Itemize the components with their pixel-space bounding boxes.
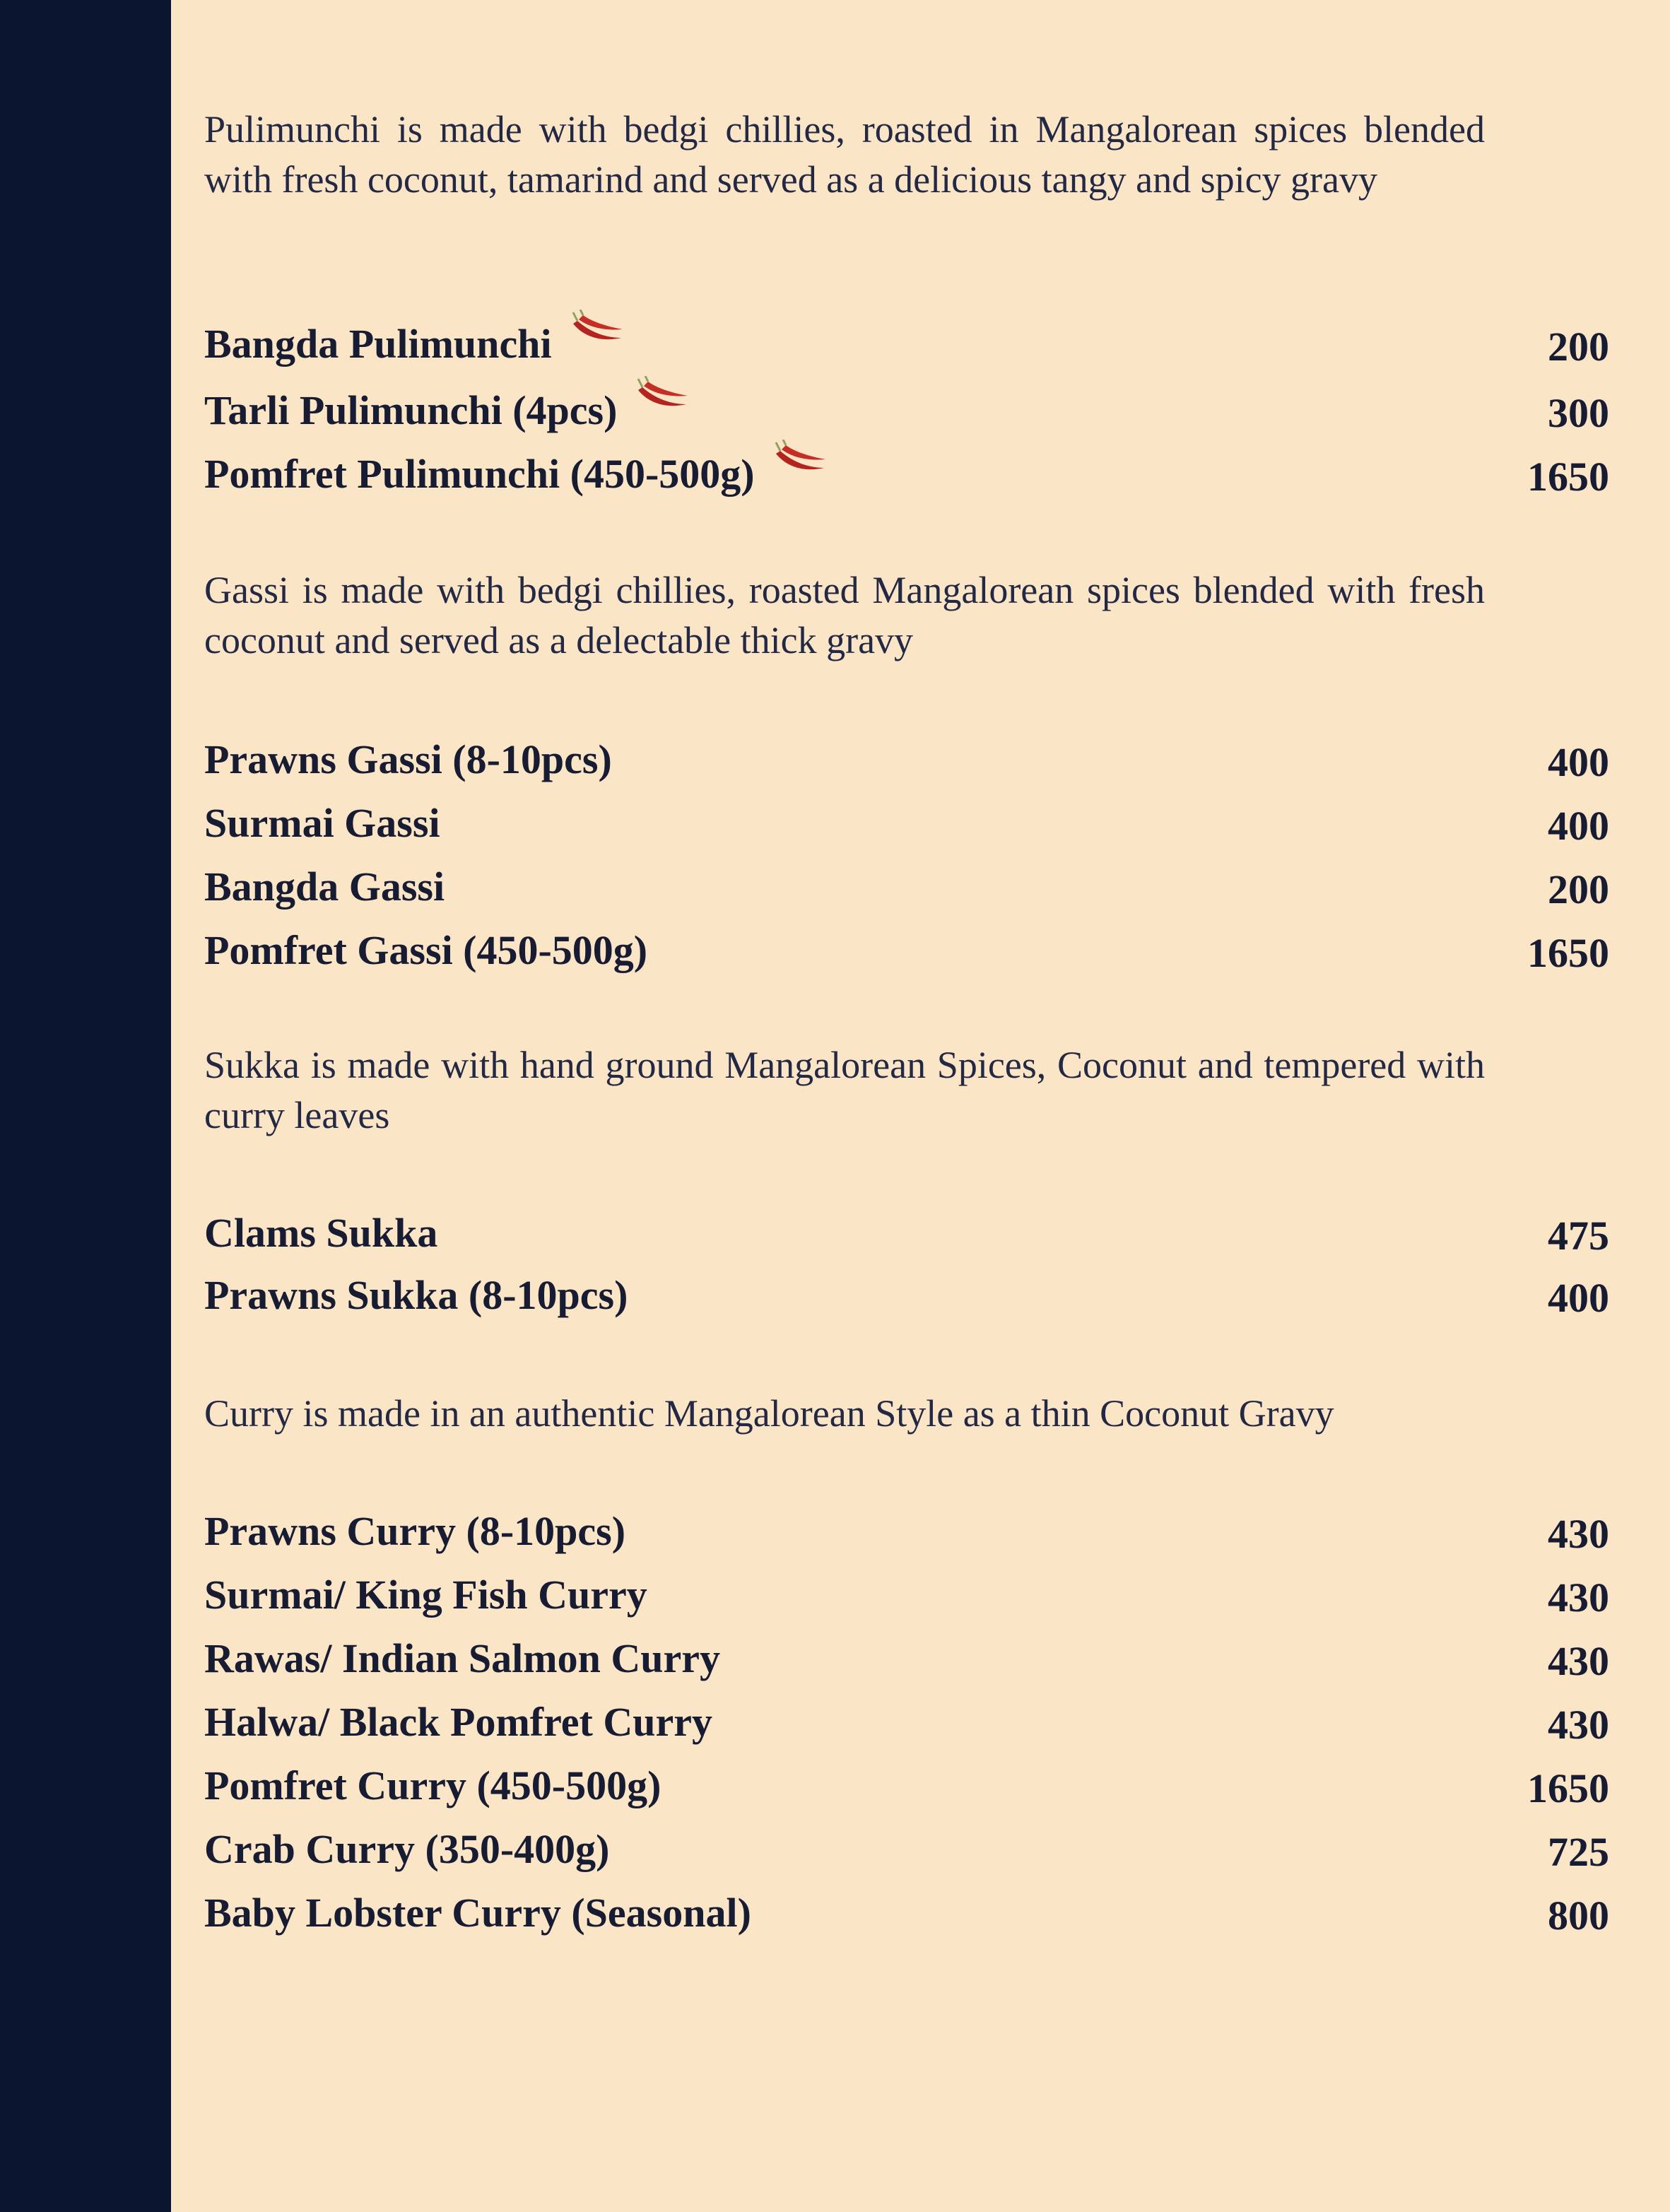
item-name: Pomfret Pulimunchi (450-500g) xyxy=(204,451,755,497)
item-price: 200 xyxy=(1548,324,1609,370)
item-price: 430 xyxy=(1548,1511,1609,1557)
item-name: Halwa/ Black Pomfret Curry xyxy=(204,1699,712,1745)
red-chili-icon xyxy=(773,440,831,483)
red-chili-icon xyxy=(635,376,693,420)
item-price: 400 xyxy=(1548,1275,1609,1321)
menu-item xyxy=(204,1208,1609,1258)
item-name: Bangda Gassi xyxy=(204,864,445,910)
item-price: 430 xyxy=(1548,1702,1609,1748)
menu-item xyxy=(204,735,1609,784)
item-name: Prawns Gassi (8-10pcs) xyxy=(204,736,612,782)
item-name: Surmai Gassi xyxy=(204,800,440,846)
item-price: 1650 xyxy=(1527,930,1609,976)
item-price: 300 xyxy=(1548,390,1609,436)
menu-item xyxy=(204,799,1609,848)
item-price: 200 xyxy=(1548,866,1609,912)
item-price: 725 xyxy=(1548,1829,1609,1875)
item-price: 400 xyxy=(1548,803,1609,849)
menu-item xyxy=(204,386,1609,435)
sukka-description: Sukka is made with hand ground Mangalorean Spices, Coconut and tempered with curry leaves xyxy=(204,1044,1485,1136)
item-name: Crab Curry (350-400g) xyxy=(204,1826,610,1872)
left-navy-bar xyxy=(0,0,171,2212)
pulimunchi-description: Pulimunchi is made with bedgi chillies, roasted in Mangalorean spices blended with fresh coconut, tamarind and served as a delicious tangy and spicy gravy xyxy=(204,108,1485,201)
menu-item xyxy=(204,926,1609,975)
item-name: Pomfret Curry (450-500g) xyxy=(204,1763,661,1808)
red-chili-icon xyxy=(570,310,628,353)
item-price: 475 xyxy=(1548,1213,1609,1259)
menu-item xyxy=(204,1761,1609,1811)
item-price: 1650 xyxy=(1527,454,1609,500)
item-name: Rawas/ Indian Salmon Curry xyxy=(204,1635,720,1681)
item-name: Baby Lobster Curry (Seasonal) xyxy=(204,1890,751,1936)
item-name: Bangda Pulimunchi xyxy=(204,321,552,367)
menu-item xyxy=(204,1570,1609,1620)
menu-item xyxy=(204,449,1609,499)
menu-item xyxy=(204,1634,1609,1683)
curry-description: Curry is made in an authentic Mangalorean Style as a thin Coconut Gravy xyxy=(204,1392,1334,1435)
item-name: Tarli Pulimunchi (4pcs) xyxy=(204,387,618,433)
menu-item xyxy=(204,1698,1609,1747)
item-name: Prawns Sukka (8-10pcs) xyxy=(204,1272,628,1318)
menu-item xyxy=(204,319,1609,369)
menu-item xyxy=(204,1271,1609,1320)
item-name: Surmai/ King Fish Curry xyxy=(204,1572,647,1618)
item-price: 430 xyxy=(1548,1575,1609,1620)
item-name: Pomfret Gassi (450-500g) xyxy=(204,927,648,973)
item-name: Prawns Curry (8-10pcs) xyxy=(204,1508,626,1554)
item-price: 430 xyxy=(1548,1638,1609,1684)
menu-item xyxy=(204,1888,1609,1938)
item-price: 400 xyxy=(1548,739,1609,785)
item-name: Clams Sukka xyxy=(204,1210,438,1256)
menu-item xyxy=(204,862,1609,912)
menu-item xyxy=(204,1825,1609,1874)
gassi-description: Gassi is made with bedgi chillies, roasted Mangalorean spices blended with fresh coconut and served as a delectable thick gravy xyxy=(204,569,1485,661)
menu-item xyxy=(204,1507,1609,1556)
item-price: 800 xyxy=(1548,1893,1609,1939)
item-price: 1650 xyxy=(1527,1765,1609,1811)
